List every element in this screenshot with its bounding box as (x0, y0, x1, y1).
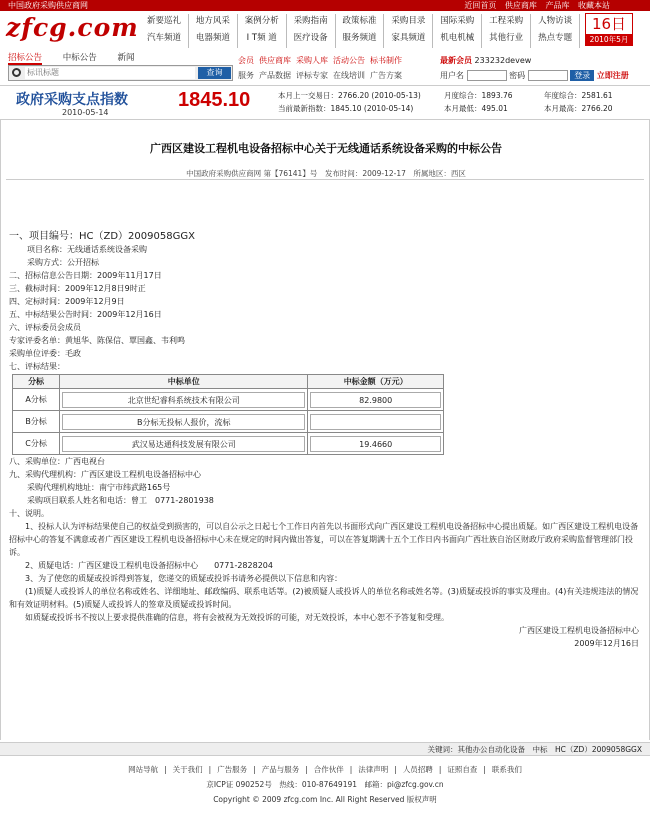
nav-item[interactable]: 政策标准 (336, 14, 385, 31)
article-line: 项目名称：无线通话系统设备采购 (27, 245, 147, 254)
table-cell (308, 411, 444, 433)
keywords-bar: 关键词：其他办公自动化设备 中标 HC（ZD）2009058GGX (0, 742, 650, 756)
index-col-1 (278, 89, 421, 115)
password-label: 密码 (509, 71, 526, 80)
footer-link[interactable]: 关于我们 (172, 765, 203, 774)
nav-item[interactable]: 服务频道 (336, 31, 385, 48)
nav-item[interactable]: 新要巡礼 (140, 14, 189, 31)
table-cell (13, 389, 60, 411)
main-nav (140, 14, 580, 48)
table-cell (60, 433, 308, 455)
footer-sep: | (253, 765, 256, 774)
nav-item[interactable]: 热点专题 (531, 31, 580, 48)
index-panel (0, 85, 650, 120)
footer-link[interactable]: 产品与服务 (261, 765, 300, 774)
index-title: 政府采购支点指数 (16, 92, 128, 108)
service-link[interactable]: 产品数据 (259, 71, 291, 80)
table-header-cell: 中标单位 (60, 375, 308, 389)
table-row (13, 433, 444, 455)
article-line: 采购代理机构地址：南宁市纬武路165号 (27, 483, 171, 492)
login-form (440, 70, 645, 81)
nav-row-1 (140, 14, 580, 31)
footer-sep: | (208, 765, 212, 774)
table-cell-text: A分标 (25, 395, 47, 404)
article-paragraph: 如质疑或投诉书不按以上要求提供准确的信息，将有会被视为无效投诉的可能，对无效投诉，本中心恕不予答复和受理。 (9, 613, 449, 622)
table-cell-text: B分标无投标人报价，流标 (62, 414, 305, 430)
footer-link[interactable]: 合作伙伴 (313, 765, 344, 774)
article-line: 四、定标时间：2009年12月9日 (9, 297, 125, 306)
nav-item[interactable]: 采购目录 (384, 14, 433, 31)
index-month-high: 本月最高：2766.20 (544, 104, 613, 113)
table-cell-text: B分标 (25, 417, 47, 426)
table-row (13, 389, 444, 411)
index-month-low: 本月最低：495.01 (444, 104, 508, 113)
footer-link[interactable]: 网站导航 (128, 765, 159, 774)
article-paragraph: (1)质疑人或投诉人的单位名称或姓名、详细地址、邮政编码、联系电话等。(2)被质疑人或投诉人的单位名称或姓名等。(3)质疑或投诉的事实及理由。(4)有关违规违法的情况和有效证明材料。(5)质疑人或投诉人的签章及质疑或投诉时间。 (9, 587, 639, 609)
nav-item[interactable]: 电器频道 (189, 31, 238, 48)
table-header (13, 375, 444, 389)
table-cell-text: 19.4660 (310, 436, 441, 452)
login-button[interactable]: 登录 (570, 70, 594, 81)
article-paragraph: 1、投标人认为评标结果使自己的权益受到损害的，可以自公示之日起七个工作日内首先以书面形式向广西区建设工程机电设备招标中心提出质疑。如广西区建设工程机电设备招标中心的答复不满意或者广西区建设工程机电设备招标中心未在规定的时间内做出答复，可以在答复期满十五个工作日内书面向广西壮族自治区财政厅政府采购监督管理部门投诉。 (9, 522, 639, 557)
signature: 广西区建设工程机电设备招标中心 (519, 626, 639, 635)
date-month: 2010年5月 (586, 34, 632, 46)
result-table (12, 374, 444, 455)
article-line: 十、说明。 (9, 509, 49, 518)
service-link[interactable]: 广告方案 (370, 71, 402, 80)
index-year-avg: 年度综合：2581.61 (544, 91, 613, 100)
service-links (238, 55, 407, 81)
article-paragraph: 2、质疑电话：广西区建设工程机电设备招标中心 0771-2828204 (9, 561, 273, 570)
index-current: 当前最新指数：1845.10 (2010-05-14) (278, 104, 414, 113)
article-paras (9, 520, 639, 624)
search-button[interactable]: 查询 (198, 67, 231, 79)
nav-item[interactable]: 汽车频道 (140, 31, 189, 48)
table-cell (60, 411, 308, 433)
footer-link[interactable]: 人员招聘 (402, 765, 433, 774)
tab-tender[interactable]: 招标公告 (8, 53, 43, 63)
table-cell (308, 433, 444, 455)
username-label: 用户名 (440, 71, 464, 80)
top-link-home[interactable]: 近回首页 (464, 1, 497, 10)
article-after (9, 455, 639, 520)
table-cell (13, 433, 60, 455)
new-member (440, 55, 531, 66)
index-col-2 (444, 89, 513, 115)
nav-item[interactable]: I T频 道 (238, 31, 287, 48)
nav-item[interactable]: 机电机械 (433, 31, 482, 48)
table-cell-text: 北京世纪睿科系统技术有限公司 (62, 392, 305, 408)
username-field[interactable] (467, 70, 507, 81)
footer-link[interactable]: 证照自查 (447, 765, 478, 774)
top-link-supplier[interactable]: 供应商库 (504, 1, 537, 10)
top-links (458, 0, 610, 11)
table-body (13, 389, 444, 455)
service-link[interactable]: 服务 (238, 71, 254, 80)
password-field[interactable] (528, 70, 568, 81)
footer-sep: | (394, 765, 397, 774)
top-link-products[interactable]: 产品库 (545, 1, 570, 10)
table-row (13, 411, 444, 433)
article-body (9, 230, 639, 650)
service-row (238, 70, 407, 81)
article-line: 三、截标时间：2009年12月8日9时正 (9, 284, 146, 293)
index-value: 1845.10 (178, 89, 251, 111)
date-day: 16日 (591, 15, 627, 33)
table-header-cell: 分标 (13, 375, 60, 389)
site-logo[interactable]: zfcg.com (6, 13, 139, 42)
nav-item[interactable]: 人物访谈 (531, 14, 580, 31)
nav-item[interactable]: 其他行业 (482, 31, 531, 48)
search-icon (12, 68, 21, 77)
member-link[interactable]: 供应商库 (259, 56, 291, 65)
footer-sep: | (349, 765, 353, 774)
table-header-cell: 中标金额（万元） (308, 375, 444, 389)
footer-sep: | (164, 765, 167, 774)
nav-item[interactable]: 采购指南 (287, 14, 336, 31)
article-line: 采购单位评委：毛政 (9, 349, 81, 358)
footer-link[interactable]: 联系我们 (491, 765, 522, 774)
notice-tabs (8, 51, 152, 63)
article-line: 采购项目联系人姓名和电话：曾工 0771-2801938 (27, 496, 214, 505)
nav-item[interactable]: 家具频道 (384, 31, 433, 48)
article-area (0, 120, 650, 740)
nav-item[interactable]: 国际采购 (433, 14, 482, 31)
table-cell-text: 82.9800 (310, 392, 441, 408)
nav-row-2 (140, 31, 580, 48)
signature-date: 2009年12月16日 (574, 639, 639, 648)
footer-link[interactable]: 广告服务 (217, 765, 248, 774)
index-date: 2010-05-14 (62, 108, 109, 117)
service-link[interactable]: 在线培训 (333, 71, 365, 80)
search-bar (8, 65, 233, 81)
nav-item[interactable]: 地方风采 (189, 14, 238, 31)
footer-links (0, 762, 650, 777)
footer-icp: 京ICP证 090252号 热线：010-87649191 邮箱：pi@zfcg.gov.cn (206, 780, 444, 789)
article-paragraph: 3、为了使您的质疑或投诉得到答复，您递交的质疑或投诉书请务必提供以下信息和内容： (9, 574, 343, 583)
new-member-name[interactable]: 233232devew (474, 56, 532, 65)
article-line: 一、项目编号：HC（ZD）2009058GGX (9, 231, 195, 242)
article-meta: 中国政府采购供应商网 第【76141】号 发布时间：2009-12-17 所属地区：西区 (186, 169, 466, 178)
top-bar (0, 0, 650, 11)
member-link[interactable]: 活动公告 (333, 56, 365, 65)
index-col-3 (544, 89, 613, 115)
table-cell (308, 389, 444, 411)
top-link-bookmark[interactable]: 收藏本站 (578, 1, 610, 10)
nav-item[interactable]: 工程采购 (482, 14, 531, 31)
search-input[interactable] (25, 67, 195, 79)
member-links (238, 55, 407, 66)
article-line: 二、招标信息公告日期：2009年11月17日 (9, 271, 162, 280)
footer (0, 762, 650, 807)
nav-item[interactable]: 医疗设备 (287, 31, 336, 48)
nav-item[interactable]: 案例分析 (238, 14, 287, 31)
register-link[interactable]: 立即注册 (596, 71, 629, 80)
table-cell-text: 武汉易达通科技发展有限公司 (62, 436, 305, 452)
service-link[interactable]: 评标专家 (296, 71, 328, 80)
footer-link[interactable]: 法律声明 (358, 765, 389, 774)
table-cell (60, 389, 308, 411)
member-link[interactable]: 采购人库 (296, 56, 328, 65)
article-line: 六、评标委员会成员 (9, 323, 81, 332)
new-member-label: 最新会员 (440, 56, 472, 65)
table-cell (13, 411, 60, 433)
member-link[interactable]: 会员 (238, 56, 254, 65)
index-month-avg: 月度综合：1893.76 (444, 91, 513, 100)
footer-sep: | (305, 765, 308, 774)
article-title: 广西区建设工程机电设备招标中心关于无线通话系统设备采购的中标公告 (150, 142, 502, 155)
table-cell-text (310, 414, 441, 430)
article-line: 九、采购代理机构：广西区建设工程机电设备招标中心 (9, 470, 201, 479)
date-badge (585, 13, 633, 46)
site-name: 中国政府采购供应商网 (8, 1, 88, 10)
article-line: 八、采购单位：广西电视台 (9, 457, 105, 466)
footer-sep: | (438, 765, 442, 774)
article-line: 专家评委名单：黄旭华、陈保信、覃国鑫、韦利鸣 (9, 336, 185, 345)
index-prev: 本月上一交易日：2766.20 (2010-05-13) (278, 91, 421, 100)
divider (6, 179, 644, 180)
footer-copyright: Copyright © 2009 zfcg.com Inc. All Right Reserved 版权声明 (213, 795, 437, 804)
article-line: 五、中标结果公告时间：2009年12月16日 (9, 310, 162, 319)
article-line: 七、评标结果： (9, 362, 65, 371)
tab-news[interactable]: 新闻 (117, 53, 135, 63)
member-link[interactable]: 标书制作 (370, 56, 402, 65)
article-lines (9, 230, 639, 373)
article-line: 采购方式：公开招标 (27, 258, 99, 267)
tab-award[interactable]: 中标公告 (62, 53, 97, 63)
footer-sep: | (483, 765, 486, 774)
table-cell-text: C分标 (25, 439, 47, 448)
